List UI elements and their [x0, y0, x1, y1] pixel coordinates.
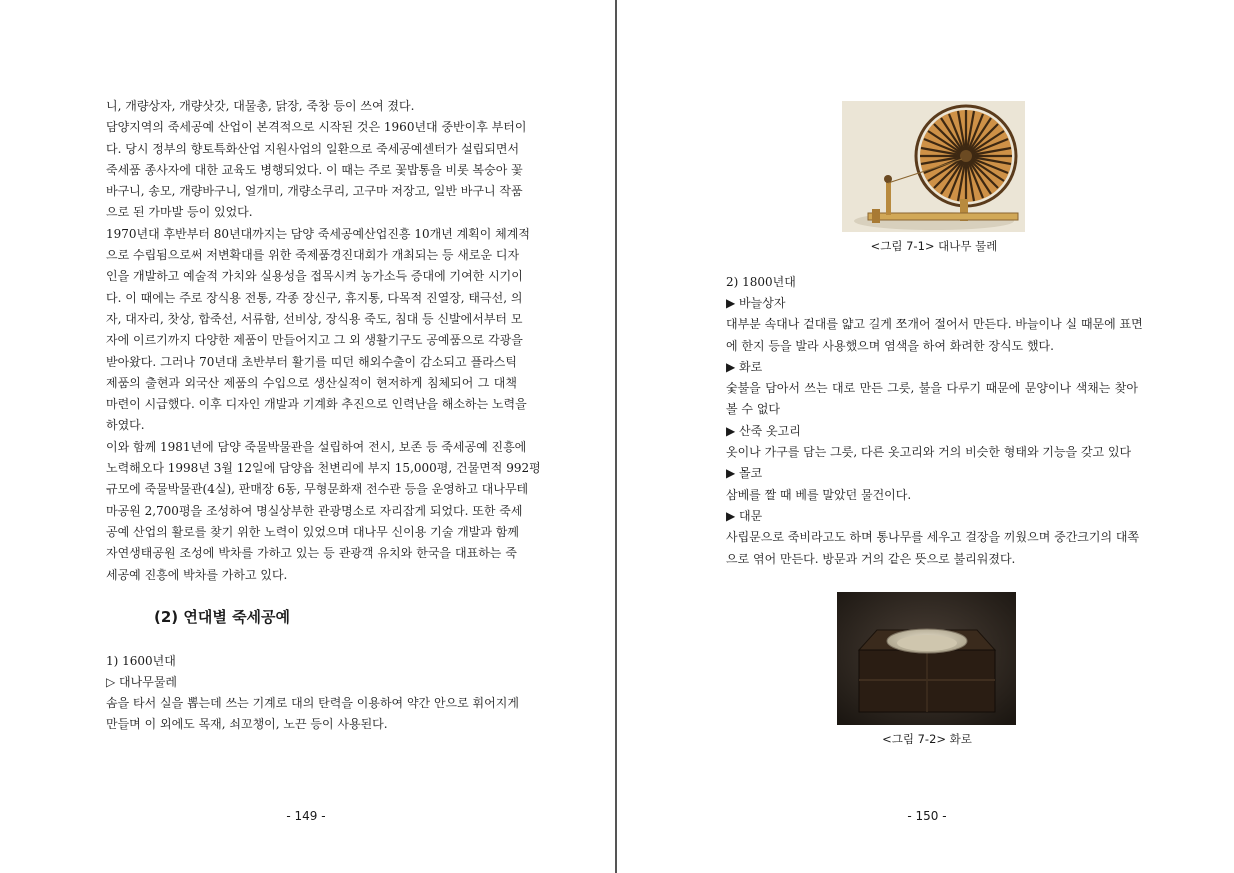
body-line: 자에 이르기까지 다양한 제품이 만들어지고 그 외 생활기구도 공예품으로 각광을	[106, 333, 523, 348]
body-line: 마련이 시급했다. 이후 디자인 개발과 기계화 추진으로 인력난을 해소하는 노력을	[106, 397, 527, 412]
body-paragraph	[106, 117, 527, 223]
item-desc-bamboo-wheel	[106, 693, 517, 736]
body-line: 규모에 죽물박물관(4실), 판매장 6동, 무형문화재 전수관 등을 운영하고 대나무테	[106, 482, 529, 497]
spinning-wheel-illustration	[842, 101, 1025, 232]
item-desc-line: 삼베를 짤 때 베를 말았던 물건이다.	[726, 487, 912, 502]
era-heading-1800: 2) 1800년대	[726, 275, 796, 289]
item-desc-line: 옷이나 가구를 담는 그릇, 다른 옷고리와 거의 비슷한 형태와 기능을 갖고 있다	[726, 445, 1132, 460]
item-desc-line: 에 한지 등을 발라 사용했으며 염색을 하여 화려한 장식도 했다.	[726, 338, 1054, 353]
body-line: 자연생태공원 조성에 박차를 가하고 있는 등 관광객 유치와 한국을 대표하는 죽	[106, 546, 517, 561]
item-description	[726, 314, 1143, 357]
item-title: ▶ 화로	[726, 359, 763, 374]
body-line: 으로 된 가마발 등이 있었다.	[106, 205, 253, 220]
body-line: 담양지역의 죽세공예 산업이 본격적으로 시작된 것은 1960년대 중반이후 부터이	[106, 120, 527, 135]
body-line: 마공원 2,700평을 조성하여 명실상부한 관광명소로 자리잡게 되었다. 또한 죽세	[106, 503, 523, 518]
item-title: ▶ 몰코	[726, 466, 763, 481]
section-heading: (2) 연대별 죽세공예	[154, 608, 291, 626]
right-page	[617, 0, 1234, 873]
page-number-left: - 149 -	[286, 809, 326, 823]
item-title: ▶ 대문	[726, 508, 763, 523]
figure-brazier	[837, 592, 1016, 725]
left-page	[0, 0, 616, 873]
item-description	[726, 442, 1138, 463]
body-line: 자, 대자리, 찻상, 합죽선, 서류함, 선비상, 장식용 죽도, 침대 등 신발에서부터 모	[106, 311, 523, 326]
right-item-list	[726, 293, 1143, 570]
figure-bamboo-spinning-wheel	[842, 101, 1025, 232]
item-description	[726, 485, 1138, 506]
body-line: 노력해오다 1998년 3월 12일에 담양읍 천변리에 부지 15,000평, 건물면적 992평	[106, 461, 541, 476]
item-desc-line: 볼 수 없다	[726, 402, 780, 417]
item-title-bamboo-wheel: ▷ 대나무물레	[106, 675, 178, 689]
body-line: 하였다.	[106, 418, 145, 433]
item-desc-line: 사립문으로 죽비라고도 하며 통나무를 세우고 걸장을 끼웠으며 중간크기의 대쪽	[726, 530, 1140, 545]
body-paragraph	[106, 224, 530, 437]
body-line: 으로 수립됨으로써 저변확대를 위한 죽제품경진대회가 개최되는 등 새로운 디자	[106, 248, 520, 263]
body-line: 인을 개발하고 예술적 가치와 실용성을 접목시켜 농가소득 증대에 기여한 시기이	[106, 269, 523, 284]
body-line: 세공예 진흥에 박차를 가하고 있다.	[106, 567, 288, 582]
body-paragraph	[106, 437, 541, 586]
item-title: ▶ 산죽 옷고리	[726, 423, 801, 438]
item-desc-line: 대부분 속대나 겉대를 얇고 길게 쪼개어 절어서 만든다. 바늘이나 실 때문에 표면	[726, 317, 1143, 332]
body-line: 바구니, 송모, 개량바구니, 얼개미, 개량소쿠리, 고구마 저장고, 일반 바구니 작품	[106, 184, 523, 199]
body-line: 다. 이 때에는 주로 장식용 전통, 각종 장신구, 휴지통, 다목적 진열장, 태극선, 의	[106, 290, 523, 305]
body-line: 죽세품 종사자에 대한 교육도 병행되었다. 이 때는 주로 꽃밥통을 비롯 복숭아 꽃	[106, 162, 523, 177]
item-desc-line: 으로 엮어 만든다. 방문과 거의 같은 뜻으로 불리워졌다.	[726, 551, 1016, 566]
item-desc-line: 만들며 이 외에도 목재, 쇠꼬챙이, 노끈 등이 사용된다.	[106, 717, 388, 732]
body-line: 제품의 출현과 외국산 제품의 수입으로 생산실적이 현저하게 침체되어 그 대책	[106, 375, 517, 390]
body-line: 1970년대 후반부터 80년대까지는 담양 죽세공예산업진흥 10개년 계획이 체계적	[106, 226, 530, 241]
item-desc-line: 솜을 타서 실을 뽑는데 쓰는 기계로 대의 탄력을 이용하여 약간 안으로 휘어지게	[106, 696, 519, 710]
era-heading-1600: 1) 1600년대	[106, 654, 176, 668]
item-title: ▶ 바늘상자	[726, 296, 786, 310]
item-description	[726, 527, 1138, 570]
body-line: 다. 당시 정부의 향토특화산업 지원사업의 일환으로 죽세공예센터가 설립되면서	[106, 141, 520, 156]
left-body-text	[106, 96, 541, 586]
figure-1-caption: <그림 7-1> 대나무 물레	[870, 239, 998, 253]
item-description	[726, 378, 1138, 421]
body-line: 받아왔다. 그러나 70년대 초반부터 활기를 띠던 해외수출이 감소되고 플라스틱	[106, 354, 517, 369]
body-line: 공예 산업의 활로를 찾기 위한 노력이 있었으며 대나무 신이용 기술 개발과 함께	[106, 524, 519, 539]
body-paragraph	[106, 96, 517, 117]
brazier-illustration	[837, 592, 1016, 725]
page-number-right: - 150 -	[907, 809, 947, 823]
item-desc-line: 숯불을 담아서 쓰는 대로 만든 그릇, 불을 다루기 때문에 문양이나 색채는 찾아	[726, 381, 1138, 396]
body-line: 니, 개량상자, 개량삿갓, 대물총, 닭장, 죽창 등이 쓰여 졌다.	[106, 99, 415, 113]
figure-2-caption: <그림 7-2> 화로	[882, 732, 972, 746]
body-line: 이와 함께 1981년에 담양 죽물박물관을 설립하여 전시, 보존 등 죽세공예 진흥에	[106, 439, 527, 454]
